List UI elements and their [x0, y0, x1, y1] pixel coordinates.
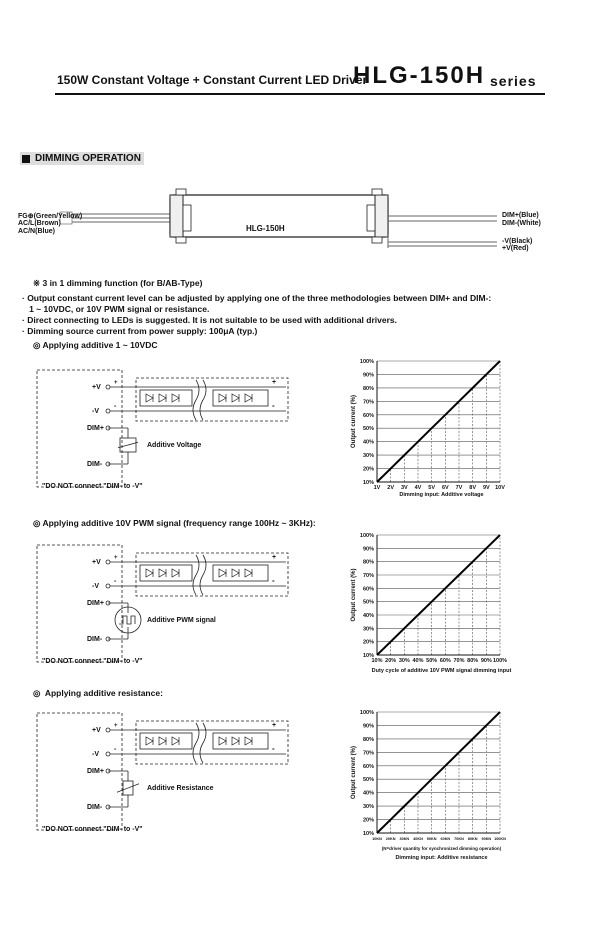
y-tick-label: 70% — [362, 750, 374, 757]
device-label: HLG-150H — [246, 224, 285, 233]
plus-sign: + — [272, 554, 277, 561]
x-tick-label: 7V — [455, 485, 463, 491]
plus-v-label: +V — [92, 727, 101, 734]
x-tick-label: 80KN — [467, 837, 478, 841]
y-tick-label: 40% — [362, 439, 374, 446]
x-tick-label: 40% — [412, 658, 424, 664]
plus-sign: + — [114, 723, 118, 729]
plus-v-label: +V — [92, 559, 101, 566]
plus-v-label: +V — [92, 384, 101, 391]
x-tick-label: 50% — [426, 658, 438, 664]
y-tick-label: 80% — [362, 385, 374, 392]
x-tick-label: 80% — [467, 658, 479, 664]
panel-1-heading: ◎ Applying additive 1 ~ 10VDC — [33, 340, 158, 350]
minus-sign: - — [114, 746, 117, 753]
minus-sign: - — [272, 744, 275, 753]
x-tick-label: 70KN — [454, 837, 464, 841]
x-tick-label: 3V — [400, 485, 408, 491]
wire-dimplus-label: DIM+(Blue) — [502, 212, 539, 219]
x-tick-label: 50KN — [426, 837, 437, 841]
series-line — [377, 361, 500, 482]
y-tick-label: 60% — [362, 586, 374, 593]
series-line — [377, 535, 500, 655]
model-title: HLG-150H — [353, 62, 486, 89]
x-axis-note: (N=driver quantity for synchronized dimming operation) — [381, 846, 502, 851]
y-tick-label: 60% — [362, 412, 374, 419]
wire-dimminus-label: DIM-(White) — [502, 220, 541, 227]
y-tick-label: 40% — [362, 613, 374, 619]
x-tick-label: 10V — [495, 485, 505, 491]
y-tick-label: 80% — [362, 736, 374, 743]
x-tick-label: 30KN — [399, 837, 410, 841]
x-tick-label: 100% — [492, 658, 508, 664]
dim-minus-label: DIM- — [87, 804, 103, 811]
x-tick-label: 10% — [371, 658, 383, 664]
y-tick-label: 70% — [362, 573, 374, 579]
y-tick-label: 90% — [362, 723, 374, 730]
y-tick-label: 20% — [362, 817, 374, 824]
x-tick-label: 70% — [453, 658, 465, 664]
x-tick-label: 60% — [439, 658, 451, 664]
source-label: Additive Voltage — [147, 442, 202, 449]
y-tick-label: 60% — [362, 763, 374, 770]
x-tick-label: 90% — [480, 658, 492, 664]
y-tick-label: 50% — [362, 426, 374, 433]
source-label: Additive PWM signal — [147, 617, 216, 624]
x-axis-label: Duty cycle of additive 10V PWM signal dimming input — [371, 668, 512, 674]
y-tick-label: 100% — [359, 359, 374, 365]
chart-2 — [351, 533, 511, 674]
x-axis-label: Dimming input: Additive resistance — [395, 855, 488, 861]
y-tick-label: 40% — [362, 790, 374, 797]
x-tick-label: 4V — [414, 485, 422, 491]
x-tick-label: 30% — [398, 658, 410, 664]
wire-plusv-label: +V(Red) — [502, 245, 529, 252]
plus-sign: + — [114, 380, 118, 386]
dim-plus-label: DIM+ — [87, 768, 104, 775]
y-tick-label: 50% — [362, 777, 374, 784]
warning-note: "DO NOT connect "DIM- to -V" — [42, 658, 143, 665]
minus-v-label: -V — [92, 751, 99, 758]
x-tick-label: 5V — [428, 485, 436, 491]
series-label: series — [490, 73, 537, 89]
y-tick-label: 100% — [359, 710, 374, 716]
y-axis-label: Output current (%) — [351, 568, 357, 622]
panel-3-heading: ◎ Applying additive resistance: — [33, 688, 163, 698]
y-tick-label: 30% — [362, 804, 374, 811]
dim-minus-label: DIM- — [87, 636, 103, 643]
source-label: Additive Resistance — [147, 785, 214, 792]
y-tick-label: 90% — [362, 372, 374, 379]
wire-fg-label: FG⊕(Green/Yellow) — [18, 213, 83, 220]
x-tick-label: 1V — [373, 485, 381, 491]
y-tick-label: 20% — [362, 466, 374, 473]
minus-v-label: -V — [92, 408, 99, 415]
chart-1 — [351, 359, 505, 498]
note-bullet-1: · Output constant current level can be adjusted by applying one of the three methodologies between DIM+ and DIM-: — [22, 293, 492, 303]
x-tick-label: 10KN — [372, 837, 382, 841]
plus-sign: + — [272, 379, 277, 386]
x-tick-label: 90KN — [481, 837, 492, 841]
x-tick-label: 100KN — [494, 837, 506, 841]
x-tick-label: 40KN — [413, 837, 423, 841]
y-axis-label: Output current (%) — [351, 395, 357, 448]
x-tick-label: 2V — [387, 485, 395, 491]
series-line — [377, 712, 500, 833]
dim-minus-label: DIM- — [87, 461, 103, 468]
y-tick-label: 70% — [362, 399, 374, 406]
wire-minusv-label: -V(Black) — [502, 238, 533, 245]
note-bullet-2: · Direct connecting to LEDs is suggested. It is not suitable to be used with additional drivers. — [22, 315, 397, 325]
x-axis-label: Dimming input: Additive voltage — [399, 492, 484, 498]
minus-sign: - — [272, 576, 275, 585]
section-title: DIMMING OPERATION — [35, 153, 141, 164]
y-tick-label: 20% — [362, 639, 374, 646]
notes-heading: ※ 3 in 1 dimming function (for B/AB-Type) — [33, 278, 203, 288]
dim-plus-label: DIM+ — [87, 425, 104, 432]
y-tick-label: 10% — [362, 831, 374, 837]
panel-2-heading: ◎ Applying additive 10V PWM signal (frequency range 100Hz ~ 3KHz): — [33, 518, 316, 528]
x-tick-label: 8V — [469, 485, 477, 491]
y-tick-label: 10% — [362, 653, 374, 659]
wire-acl-label: AC/L(Brown) — [18, 220, 61, 227]
warning-note: "DO NOT connect "DIM- to -V" — [42, 826, 143, 833]
document-subtitle: 150W Constant Voltage + Constant Current LED Driver — [57, 73, 368, 87]
y-tick-label: 100% — [359, 533, 374, 539]
x-tick-label: 9V — [482, 485, 490, 491]
plus-sign: + — [272, 722, 277, 729]
warning-note: "DO NOT connect "DIM- to -V" — [42, 483, 143, 490]
minus-sign: - — [114, 403, 117, 410]
chart-3 — [351, 710, 506, 861]
y-axis-label: Output current (%) — [351, 746, 357, 799]
y-tick-label: 50% — [362, 599, 374, 606]
minus-sign: - — [272, 401, 275, 410]
x-tick-label: 20% — [385, 658, 397, 664]
y-tick-label: 80% — [362, 559, 374, 566]
y-tick-label: 30% — [362, 453, 374, 460]
y-tick-label: 90% — [362, 546, 374, 553]
x-tick-label: 6V — [441, 485, 449, 491]
dim-plus-label: DIM+ — [87, 600, 104, 607]
plus-sign: + — [114, 555, 118, 561]
minus-sign: - — [114, 578, 117, 585]
y-tick-label: 10% — [362, 480, 374, 486]
note-bullet-3: · Dimming source current from power supply: 100μA (typ.) — [22, 326, 258, 336]
wire-acn-label: AC/N(Blue) — [18, 228, 55, 235]
y-tick-label: 30% — [362, 626, 374, 633]
x-tick-label: 60KN — [440, 837, 451, 841]
note-bullet-1-cont: 1 ~ 10VDC, or 10V PWM signal or resistance. — [22, 304, 210, 314]
x-tick-label: 20KN — [385, 837, 396, 841]
minus-v-label: -V — [92, 583, 99, 590]
